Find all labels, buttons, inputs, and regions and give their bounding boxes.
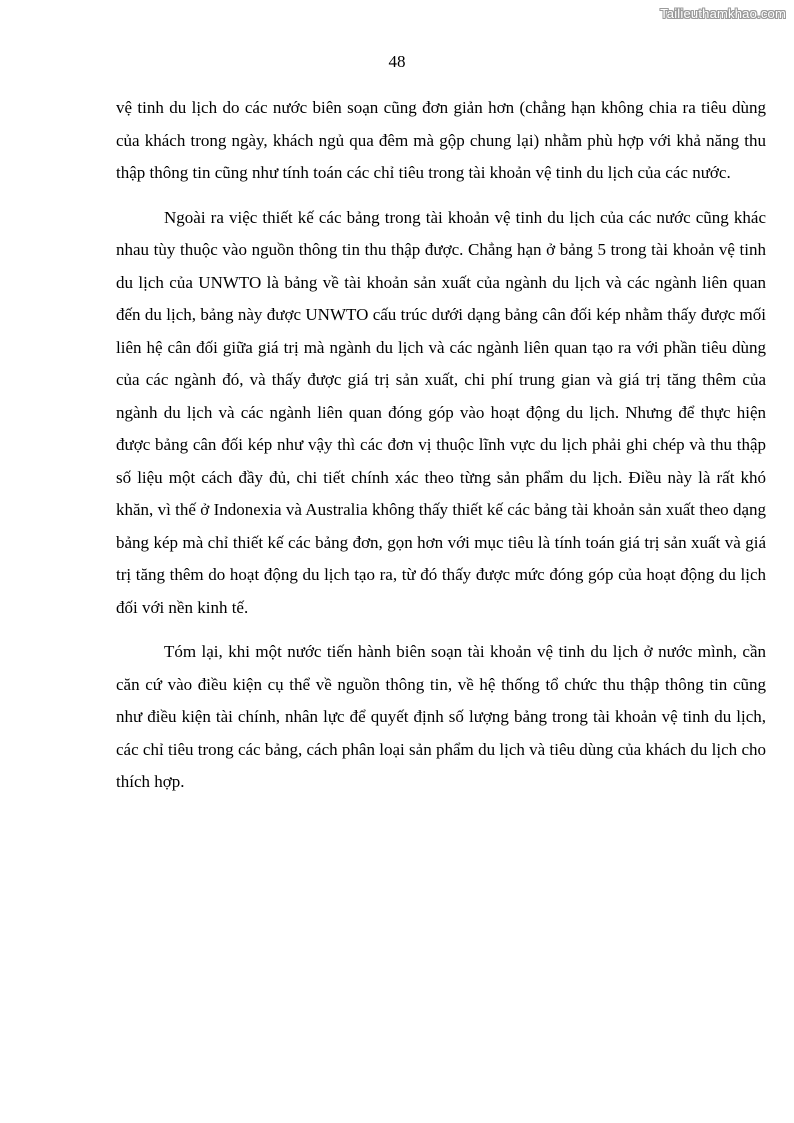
page-number: 48 [388, 52, 406, 71]
paragraph-continuation: vệ tinh du lịch do các nước biên soạn cũng đơn giản hơn (chẳng hạn không chia ra tiêu dùng của khách trong ngày, khách ngủ qua đêm mà gộp chung lại) nhằm phù hợp với khả năng thu thập thông tin cũng như tính toán các chỉ tiêu trong tài khoản vệ tinh du lịch của các nước. [116, 98, 766, 182]
paragraph-table-design: Ngoài ra việc thiết kế các bảng trong tài khoản vệ tinh du lịch của các nước cũng khác nhau tùy thuộc vào nguồn thông tin thu thập được. Chẳng hạn ở bảng 5 trong tài khoản vệ tinh du lịch của UNWTO là bảng về tài khoản sản xuất của ngành du lịch và các ngành liên quan đến du lịch, bảng này được UNWTO cấu trúc dưới dạng bảng cân đối kép nhằm thấy được mối liên hệ cân đối giữa giá trị mà ngành du lịch và các ngành liên quan tạo ra với phần tiêu dùng của các ngành đó, và thấy được giá trị sản xuất, chi phí trung gian và giá trị tăng thêm của ngành du lịch và các ngành liên quan đóng góp vào hoạt động du lịch. Nhưng để thực hiện được bảng cân đối kép như vậy thì các đơn vị thuộc lĩnh vực du lịch phải ghi chép và thu thập số liệu một cách đầy đủ, chi tiết chính xác theo từng sản phẩm du lịch. Điều này là rất khó khăn, vì thế ở Indonexia và Australia không thấy thiết kế các bảng tài khoản sản xuất theo dạng bảng kép mà chỉ thiết kế các bảng đơn, gọn hơn với mục tiêu là tính toán giá trị sản xuất và giá trị tăng thêm do hoạt động du lịch tạo ra, từ đó thấy được mức đóng góp của hoạt động du lịch đối với nền kinh tế. [116, 207, 766, 617]
paragraph-summary: Tóm lại, khi một nước tiến hành biên soạn tài khoản vệ tinh du lịch ở nước mình, cần căn cứ vào điều kiện cụ thể về nguồn thông tin, về hệ thống tổ chức thu thập thông tin cũng như điều kiện tài chính, nhân lực để quyết định số lượng bảng trong tài khoản vệ tinh du lịch, các chỉ tiêu trong các bảng, cách phân loại sản phẩm du lịch và tiêu dùng của khách du lịch cho thích hợp. [116, 642, 766, 791]
document-body [116, 92, 766, 799]
watermark: Tailieuthamkhao.com [660, 6, 786, 21]
